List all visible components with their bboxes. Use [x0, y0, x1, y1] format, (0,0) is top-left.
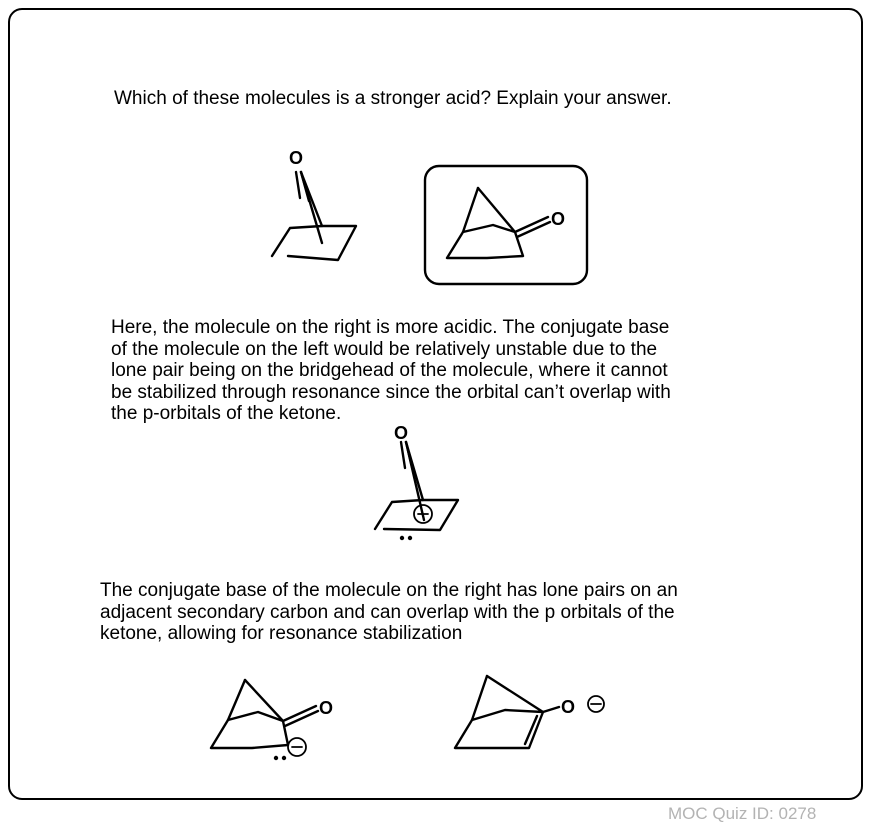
oxygen-label: O [289, 148, 304, 168]
molecule-enolate-carbanion [211, 680, 318, 756]
explanation-line: ketone, allowing for resonance stabilization [100, 623, 463, 644]
explanation-line: of the molecule on the left would be relatively unstable due to the [111, 338, 658, 360]
lone-pair-dot [408, 536, 412, 540]
oxygen-label: O [561, 697, 576, 717]
question-text: Which of these molecules is a stronger acid? Explain your answer. [114, 88, 672, 109]
explanation-line: lone pair being on the bridgehead of the molecule, where it cannot [111, 360, 668, 381]
lone-pair-dot [400, 536, 404, 540]
explanation-line: be stabilized through resonance since the orbital can’t overlap with [111, 381, 671, 403]
explanation-line: adjacent secondary carbon and can overlap with the p orbitals of the [100, 601, 675, 623]
lone-pair-dot [282, 756, 286, 760]
molecule-7-norbornanone [272, 172, 356, 260]
explanation-line: Here, the molecule on the right is more acidic. The conjugate base [111, 317, 670, 338]
lone-pair-dot [274, 756, 278, 760]
explanation-line: The conjugate base of the molecule on the right has lone pairs on an [100, 580, 678, 601]
oxygen-label: O [551, 209, 566, 229]
oxygen-label: O [394, 423, 409, 443]
explanation-line: the p-orbitals of the ketone. [111, 403, 342, 424]
molecule-bridgehead-anion [375, 442, 458, 530]
molecule-enolate-resonance [455, 676, 604, 748]
quiz-id-footer: MOC Quiz ID: 0278 [668, 804, 817, 823]
molecule-2-norbornanone [447, 188, 550, 258]
oxygen-label: O [319, 698, 334, 718]
